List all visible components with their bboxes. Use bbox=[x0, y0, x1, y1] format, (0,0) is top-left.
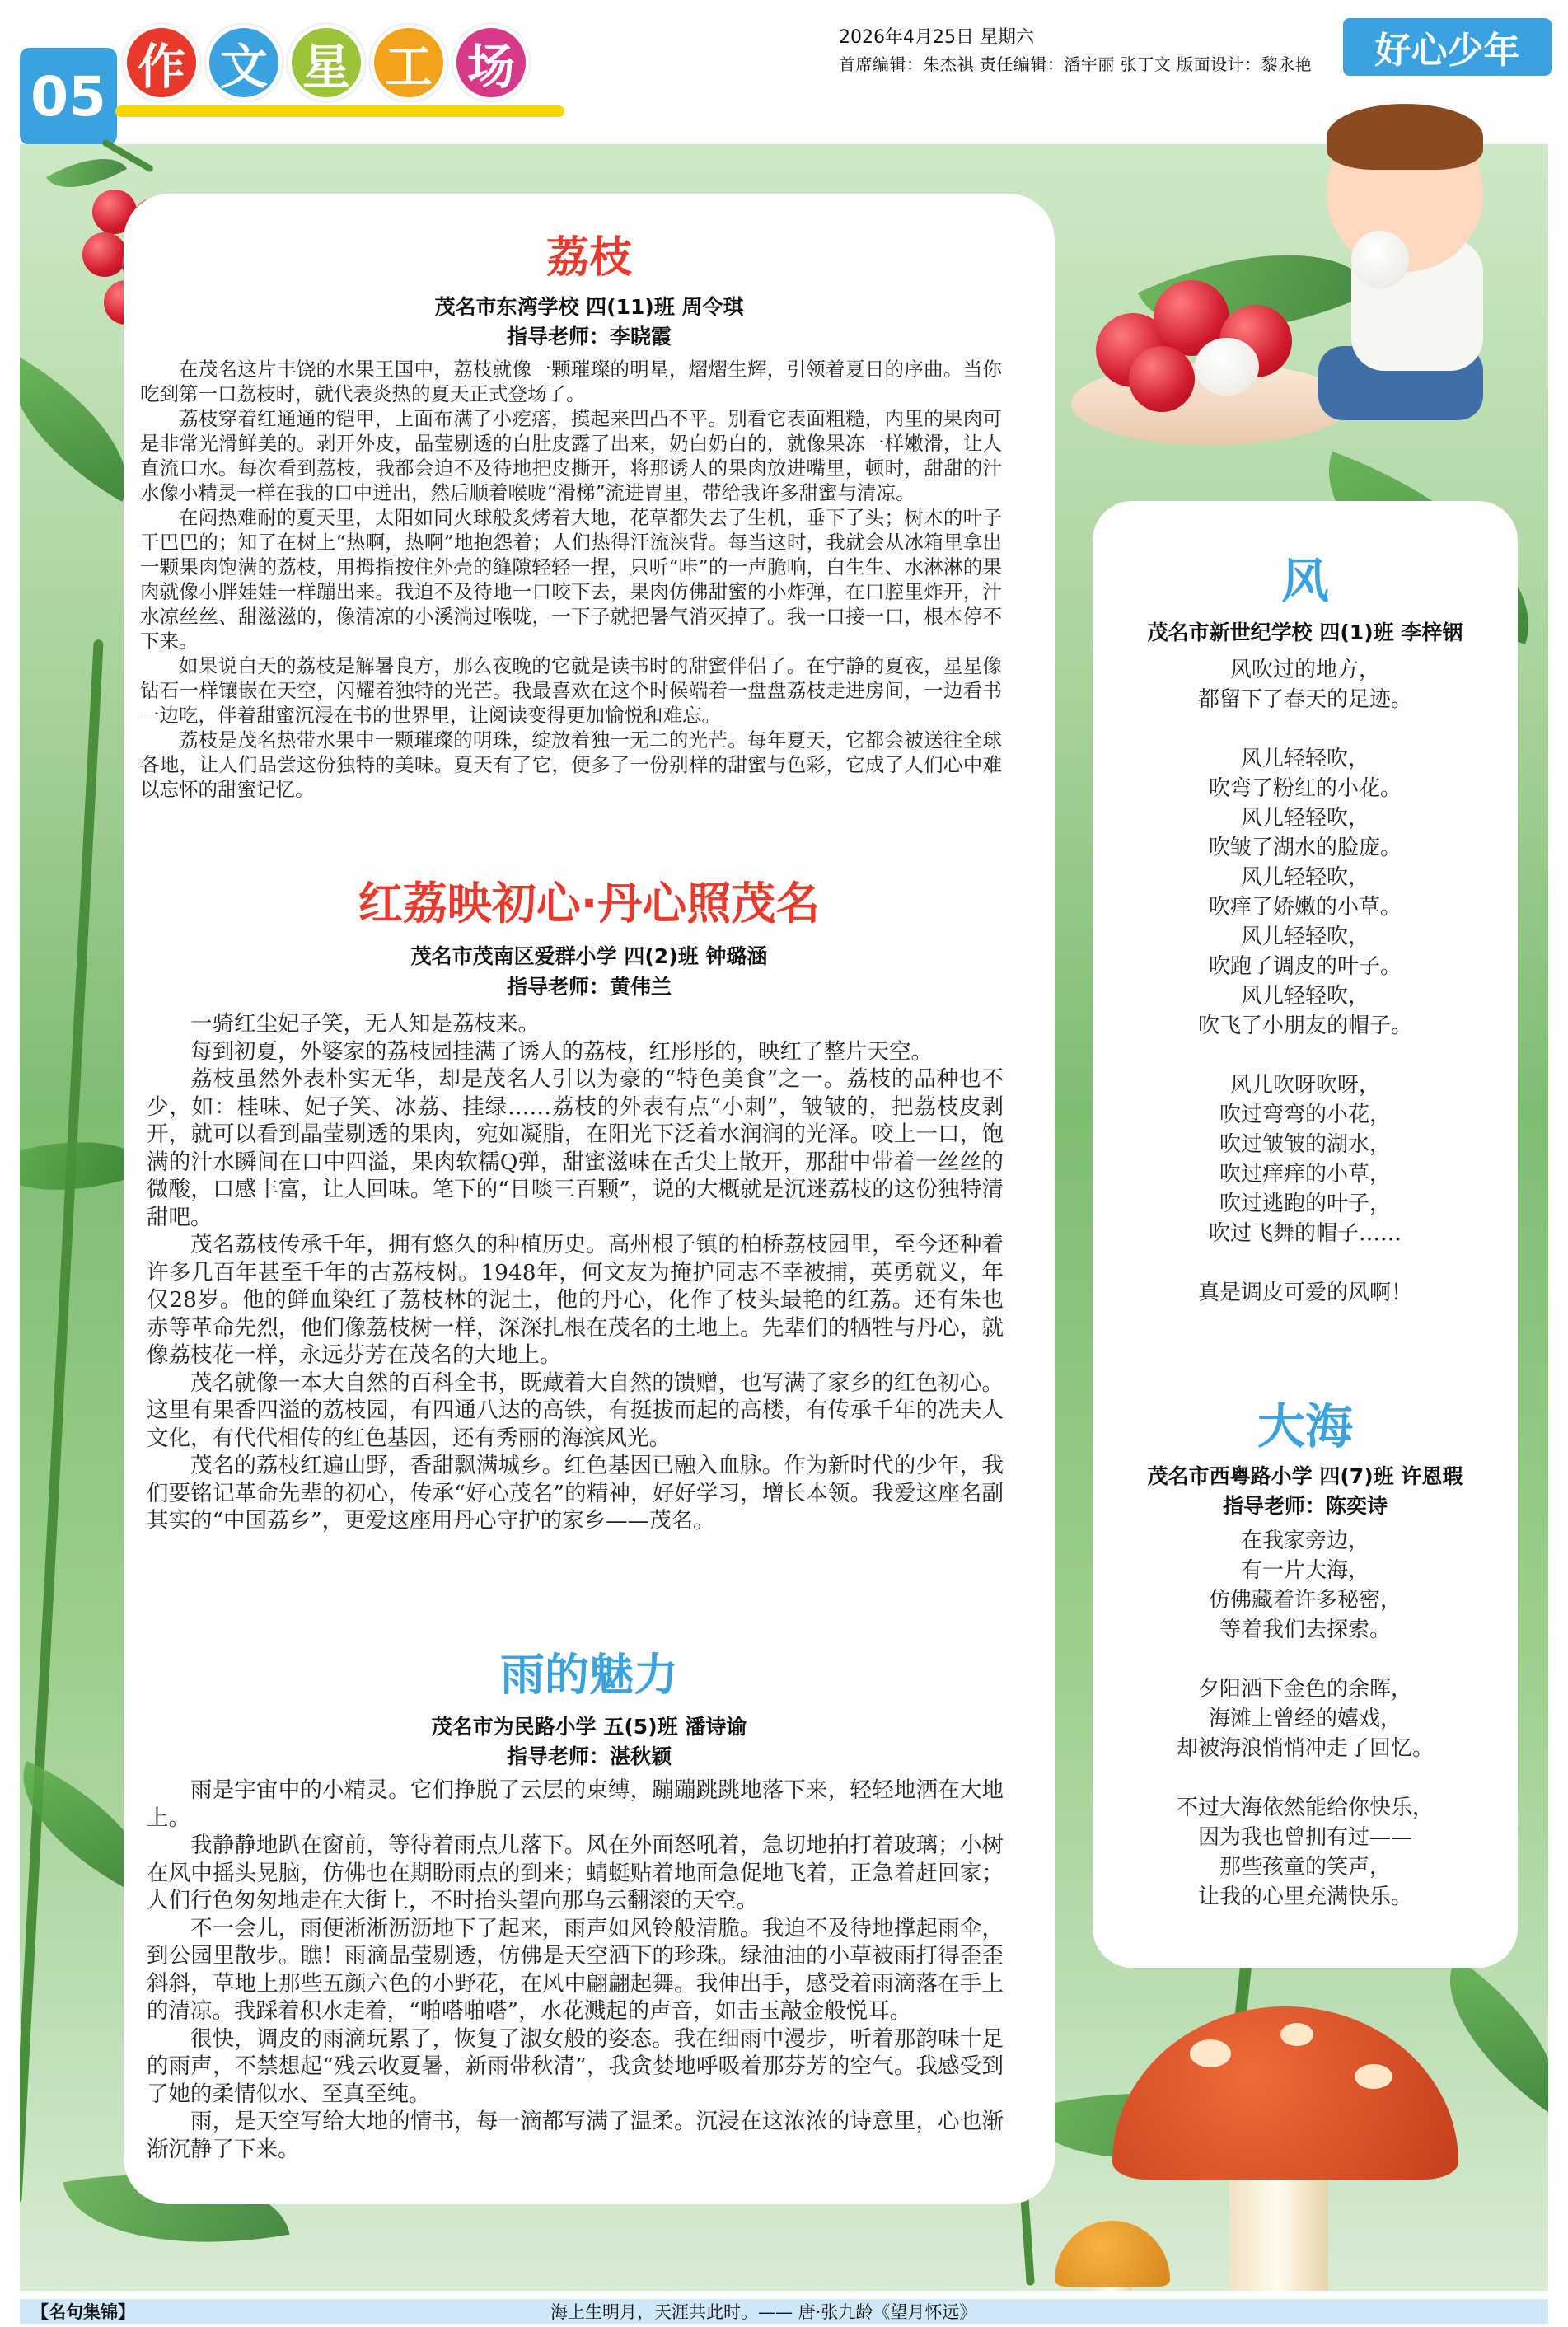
article-teacher: 指导老师：黄伟兰 bbox=[506, 975, 672, 999]
poem-line: 海滩上曾经的嬉戏， bbox=[1208, 1707, 1402, 1731]
paragraph: 我静静地趴在窗前，等待着雨点儿落下。风在外面怒吼着，急切地拍打着玻璃；小树在风中摇头晃脑，仿佛也在期盼雨点的到来；蜻蜓贴着地面急促地飞着，正急着赶回家；人们行色匆匆地走在大街上，不时抬头望向那乌云翻滚的天空。 bbox=[147, 1833, 1004, 1913]
peeled-lychee bbox=[1195, 338, 1259, 396]
poem-line: 风儿轻轻吹， bbox=[1240, 925, 1369, 949]
article-title: 荔枝 bbox=[545, 233, 632, 283]
article-teacher: 指导老师：李晓霞 bbox=[506, 325, 672, 349]
poem-stanza-break bbox=[1093, 1645, 1518, 1674]
poem-body bbox=[1093, 655, 1518, 1308]
poem-line: 风儿吹呀吹呀， bbox=[1229, 1073, 1380, 1098]
paragraph: 在茂名这片丰饶的水果王国中，荔枝就像一颗璀璨的明星，熠熠生辉，引领着夏日的序曲。当你吃到第一口荔枝时，就代表炎热的夏天正式登场了。 bbox=[140, 358, 1002, 405]
paragraph: 如果说白天的荔枝是解暑良方，那么夜晚的它就是读书时的甜蜜伴侣了。在宁静的夏夜，星星像钻石一样镶嵌在天空，闪耀着独特的光芒。我最喜欢在这个时候端着一盘盘荔枝走进房间，一边看书一边吃，伴着甜蜜沉浸在书的世界里，让阅读变得更加愉悦和难忘。 bbox=[140, 654, 1002, 727]
boy-hair bbox=[1327, 104, 1483, 170]
poem-line: 吹过弯弯的小花， bbox=[1219, 1103, 1391, 1127]
poem-line: 在我家旁边， bbox=[1240, 1529, 1369, 1553]
poem-line: 等着我们去探索。 bbox=[1219, 1618, 1391, 1642]
poem-title: 风 bbox=[1280, 553, 1329, 609]
poem-line: 吹皱了湖水的脸庞。 bbox=[1208, 836, 1402, 860]
section-title-char: 工 bbox=[371, 25, 447, 101]
paragraph: 每到初夏，外婆家的荔枝园挂满了诱人的荔枝，红彤彤的，映红了整片天空。 bbox=[190, 1038, 933, 1065]
poem-line: 真是调皮可爱的风啊！ bbox=[1197, 1281, 1412, 1305]
section-title-char: 场 bbox=[453, 25, 529, 101]
poem-line: 风儿轻轻吹， bbox=[1240, 806, 1369, 831]
poem-byline: 茂名市新世纪学校 四(1)班 李梓铟 bbox=[1147, 620, 1463, 644]
footer-bar bbox=[20, 2299, 1548, 2324]
poem-line: 有一片大海， bbox=[1240, 1558, 1369, 1583]
section-title-char: 星 bbox=[288, 25, 364, 101]
lychee-fruit bbox=[1129, 346, 1195, 412]
paragraph: 雨是宇宙中的小精灵。它们挣脱了云层的束缚，蹦蹦跳跳地落下来，轻轻地洒在大地上。 bbox=[147, 1777, 1004, 1831]
footer-label: 【名句集锦】 bbox=[31, 2302, 135, 2322]
poem-line: 那些孩童的笑声， bbox=[1219, 1855, 1391, 1880]
article-byline: 茂名市为民路小学 五(5)班 潘诗谕 bbox=[431, 1715, 747, 1739]
poem-line: 吹弯了粉红的小花。 bbox=[1208, 776, 1402, 801]
brand-logo: 好心少年 bbox=[1343, 18, 1552, 76]
section-title bbox=[124, 25, 529, 101]
paragraph: 荔枝穿着红通通的铠甲，上面布满了小疙瘩，摸起来凹凸不平。别看它表面粗糙，内里的果肉可是非常光滑鲜美的。剥开外皮，晶莹剔透的白肚皮露了出来，奶白奶白的，就像果冻一样嫩滑，让人直流口水。每次看到荔枝，我都会迫不及待地把皮撕开，将那诱人的果肉放进嘴里，顿时，甜甜的汁水像小精灵一样在我的口中迸出，然后顺着喉咙“滑梯”流进胃里，带给我许多甜蜜与清凉。 bbox=[140, 407, 1002, 504]
poem-line: 风儿轻轻吹， bbox=[1240, 984, 1369, 1009]
article-body bbox=[147, 1010, 1004, 1535]
poem-line: 吹过皱皱的湖水， bbox=[1219, 1132, 1391, 1157]
paragraph: 不一会儿，雨便淅淅沥沥地下了起来，雨声如风铃般清脆。我迫不及待地撑起雨伞，到公园里散步。瞧！雨滴晶莹剔透，仿佛是天空洒下的珍珠。绿油油的小草被雨打得歪歪斜斜，草地上那些五颜六色的小野花，在风中翩翩起舞。我伸出手，感受着雨滴落在手上的清凉。我踩着积水走着，“啪嗒啪嗒”，水花溅起的声音，如击玉敲金般悦耳。 bbox=[147, 1915, 1004, 2024]
article-title: 雨的魅力 bbox=[500, 1649, 678, 1701]
poem-line: 夕阳洒下金色的余晖， bbox=[1197, 1677, 1412, 1702]
editor-credits: 首席编辑：朱杰祺 责任编辑：潘宇丽 张丁文 版面设计：黎永艳 bbox=[839, 54, 1313, 74]
poem-line: 吹痒了娇嫩的小草。 bbox=[1208, 895, 1402, 920]
paragraph: 茂名就像一本大自然的百科全书，既藏着大自然的馈赠，也写满了家乡的红色初心。这里有果香四溢的荔枝园，有四通八达的高铁，有挺拔而起的高楼，有传承千年的冼夫人文化，有代代相传的红色基因，还有秀丽的海滨风光。 bbox=[147, 1370, 1004, 1451]
poem-body bbox=[1093, 1526, 1518, 1912]
poem-line: 吹过逃跑的叶子， bbox=[1219, 1192, 1391, 1216]
paragraph: 荔枝是茂名热带水果中一颗璀璨的明珠，绽放着独一无二的光芒。每年夏天，它都会被送往全球各地，让人们品尝这份独特的美味。夏天有了它，便多了一份别样的甜蜜与色彩，它成了人们心中难以忘怀的甜蜜记忆。 bbox=[140, 728, 1002, 801]
article-teacher: 指导老师：湛秋颖 bbox=[506, 1744, 672, 1768]
footer-quote: 海上生明月，天涯共此时。—— 唐·张九龄《望月怀远》 bbox=[550, 2302, 977, 2322]
article-body bbox=[147, 1777, 1004, 2163]
mushroom-cap bbox=[1055, 2221, 1170, 2287]
poem-line: 不过大海依然能给你快乐， bbox=[1176, 1796, 1434, 1820]
paragraph: 荔枝虽然外表朴实无华，却是茂名人引以为豪的“特色美食”之一。荔枝的品种也不少，如：桂味、妃子笑、冰荔、挂绿……荔枝的外表有点“小刺”，皱皱的，把荔枝皮剥开，就可以看到晶莹剔透的果肉，宛如凝脂，在阳光下泛着水润润的光泽。咬上一口，饱满的汁水瞬间在口中四溢，果肉软糯Q弹，甜蜜滋味在舌尖上散开，那甜中带着一丝丝的微酸，口感丰富，让人回味。笔下的“日啖三百颗”，说的大概就是沉迷荔枝的这份独特清甜吧。 bbox=[147, 1066, 1004, 1230]
poem-line: 仿佛藏着许多秘密， bbox=[1208, 1588, 1402, 1613]
issue-date: 2026年4月25日 星期六 bbox=[839, 27, 1034, 48]
lychee-fruit bbox=[82, 232, 127, 277]
mushroom-spot bbox=[1190, 2039, 1231, 2067]
title-underline bbox=[115, 105, 564, 117]
poem-title: 大海 bbox=[1257, 1398, 1353, 1454]
poem-line: 风吹过的地方， bbox=[1229, 658, 1380, 682]
section-title-char: 文 bbox=[206, 25, 282, 101]
article-byline: 茂名市东湾学校 四(11)班 周令琪 bbox=[434, 295, 744, 319]
mushroom-spot bbox=[1355, 2064, 1392, 2089]
paragraph: 茂名荔枝传承千年，拥有悠久的种植历史。高州根子镇的柏桥荔枝园里，至今还种着许多几百年甚至千年的古荔枝树。1948年，何文友为掩护同志不幸被捕，英勇就义，年仅28岁。他的鲜血染红了荔枝林的泥土，他的丹心，化作了枝头最艳的红荔。还有朱也赤等革命先烈，他们像荔枝树一样，深深扎根在茂名的土地上。先辈们的牺牲与丹心，就像荔枝花一样，永远芬芳在茂名的大地上。 bbox=[147, 1232, 1004, 1368]
poem-line: 让我的心里充满快乐。 bbox=[1197, 1885, 1412, 1909]
poem-line: 都留下了春天的足迹。 bbox=[1197, 687, 1412, 712]
paragraph: 茂名的荔枝红遍山野，香甜飘满城乡。红色基因已融入血脉。作为新时代的少年，我们要铭记革命先辈的初心，传承“好心茂名”的精神，好好学习，增长本领。我爱这座名副其实的“中国荔乡”，更爱这座用丹心守护的家乡——茂名。 bbox=[147, 1453, 1004, 1533]
article-body bbox=[140, 357, 1002, 802]
poem-stanza-break bbox=[1093, 1041, 1518, 1070]
poem-line: 却被海浪悄悄冲走了回忆。 bbox=[1176, 1736, 1434, 1761]
poem-stanza-break bbox=[1093, 714, 1518, 744]
poem-line: 吹过飞舞的帽子…… bbox=[1208, 1221, 1402, 1246]
page-number: 05 bbox=[20, 48, 117, 145]
grass-stem bbox=[20, 639, 104, 2203]
peeled-lychee bbox=[1351, 231, 1409, 288]
article-byline: 茂名市茂南区爱群小学 四(2)班 钟璐涵 bbox=[410, 944, 768, 968]
poem-teacher: 指导老师：陈奕诗 bbox=[1222, 1494, 1388, 1518]
paragraph: 雨，是天空写给大地的情书，每一滴都写满了温柔。沉浸在这浓浓的诗意里，心也渐渐沉静了下来。 bbox=[147, 2109, 1004, 2162]
poem-line: 吹过痒痒的小草， bbox=[1219, 1162, 1391, 1187]
poem-line: 吹跑了调皮的叶子。 bbox=[1208, 954, 1402, 979]
mushroom-spot bbox=[1280, 2023, 1313, 2046]
article-title: 红荔映初心·丹心照茂名 bbox=[358, 878, 821, 929]
paragraph: 在闷热难耐的夏天里，太阳如同火球般炙烤着大地，花草都失去了生机，垂下了头；树木的叶子干巴巴的；知了在树上“热啊，热啊”地抱怨着；人们热得汗流浃背。每当这时，我就会从冰箱里拿出一颗果肉饱满的荔枝，用拇指按住外壳的缝隙轻轻一捏，只听“咔”的一声脆响，白生生、水淋淋的果肉就像小胖娃娃一样蹦出来。我迫不及待地一口咬下去，果肉仿佛甜蜜的小炸弹，在口腔里炸开，汁水凉丝丝、甜滋滋的，像清凉的小溪淌过喉咙，一下子就把暑气消灭掉了。我一口接一口，根本停不下来。 bbox=[140, 506, 1002, 653]
poem-line: 吹飞了小朋友的帽子。 bbox=[1197, 1014, 1412, 1038]
poem-stanza-break bbox=[1093, 1763, 1518, 1793]
poem-line: 因为我也曾拥有过—— bbox=[1197, 1825, 1412, 1850]
paragraph: 一骑红尘妃子笑，无人知是荔枝来。 bbox=[190, 1011, 540, 1037]
poem-line: 风儿轻轻吹， bbox=[1240, 865, 1369, 890]
poem-byline: 茂名市西粤路小学 四(7)班 许恩瑕 bbox=[1147, 1464, 1463, 1488]
section-title-char: 作 bbox=[124, 25, 199, 101]
paragraph: 很快，调皮的雨滴玩累了，恢复了淑女般的姿态。我在细雨中漫步，听着那韵味十足的雨声，不禁想起“残云收夏暑，新雨带秋清”，我贪婪地呼吸着那芬芳的空气。我感受到了她的柔情似水、至真至纯。 bbox=[147, 2025, 1004, 2107]
poem-line: 风儿轻轻吹， bbox=[1240, 747, 1369, 771]
poem-stanza-break bbox=[1093, 1248, 1518, 1278]
